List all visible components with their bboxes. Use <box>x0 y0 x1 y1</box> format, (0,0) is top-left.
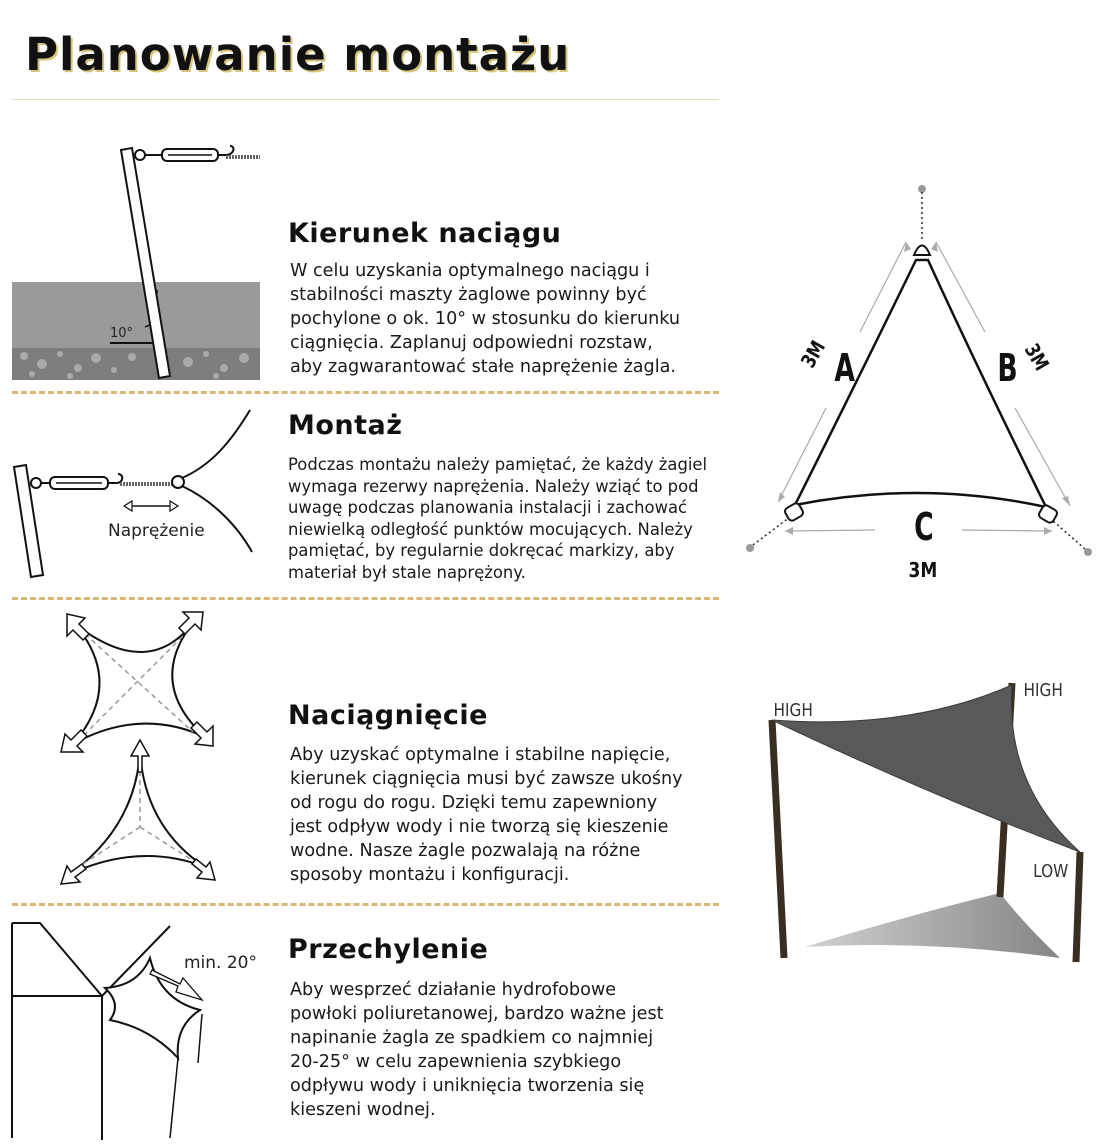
min-angle-label: min. 20° <box>184 953 257 973</box>
section-text-mounting: Podczas montażu należy pamiętać, że każdy żagiel wymaga rezerwy naprężenia. Należy wziąć to pod uwagę podczas planowania instalacji i zachować niewielką odległość punktów mocujących. Należy pamiętać, by regularnie dokręcać markizy, aby materiał był stale naprężony. <box>288 455 708 582</box>
section-text-inclination: Aby wesprzeć działanie hydrofobowe powłoki poliuretanowej, bardzo ważne jest napinanie żagla ze spadkiem co najmniej 20-25° w celu zapewnienia szybkiego odpływu wody i uniknięcia tworzenia się kieszeni wodnej. <box>290 980 664 1120</box>
height-label-right-high: HIGH <box>1023 680 1063 701</box>
tilt-angle-label: 10° <box>110 326 134 341</box>
section-divider <box>12 391 719 394</box>
triangle-side-c-letter: C <box>914 505 934 549</box>
tensioning-figure <box>55 612 225 892</box>
section-text-tensioning: Aby uzyskać optymalne i stabilne napięcie, kierunek ciągnięcia musi być zawsze ukośny od rogu do rogu. Dzięki temu zapewniony jest odpływ wody i nie tworzą się kieszenie wodne. Nasze żagle pozwalają na różne sposoby montażu i konfiguracji. <box>290 745 683 885</box>
triangle-side-a-letter: A <box>834 346 856 390</box>
section-heading-mounting: Montaż <box>288 410 403 441</box>
height-label-left-high: HIGH <box>773 700 813 721</box>
section-divider <box>12 597 719 600</box>
section-heading-tension-direction: Kierunek naciągu <box>288 218 562 249</box>
triangle-side-a-length: 3M <box>795 336 831 372</box>
section-divider <box>12 903 719 906</box>
inclination-figure <box>10 918 260 1143</box>
title-divider <box>12 99 719 100</box>
mounting-figure <box>12 410 262 585</box>
page-title: Planowanie montażu <box>25 28 571 81</box>
section-heading-inclination: Przechylenie <box>288 934 489 965</box>
tension-label: Naprężenie <box>108 521 205 541</box>
section-text-tension-direction: W celu uzyskania optymalnego naciągu i stabilności maszty żaglowe powinny być pochylone o ok. 10° w stosunku do kierunku ciągnięcia. Zaplanuj odpowiedni rozstaw, aby zagwarantować stałe naprężenie żagla. <box>290 261 681 377</box>
triangle-side-b-letter: B <box>997 346 1018 390</box>
tension-direction-figure <box>12 140 267 385</box>
height-label-low: LOW <box>1033 861 1069 882</box>
triangle-side-c-length: 3M <box>908 558 938 582</box>
section-heading-tensioning: Naciągnięcie <box>288 700 488 731</box>
triangle-side-b-length: 3M <box>1019 339 1055 375</box>
